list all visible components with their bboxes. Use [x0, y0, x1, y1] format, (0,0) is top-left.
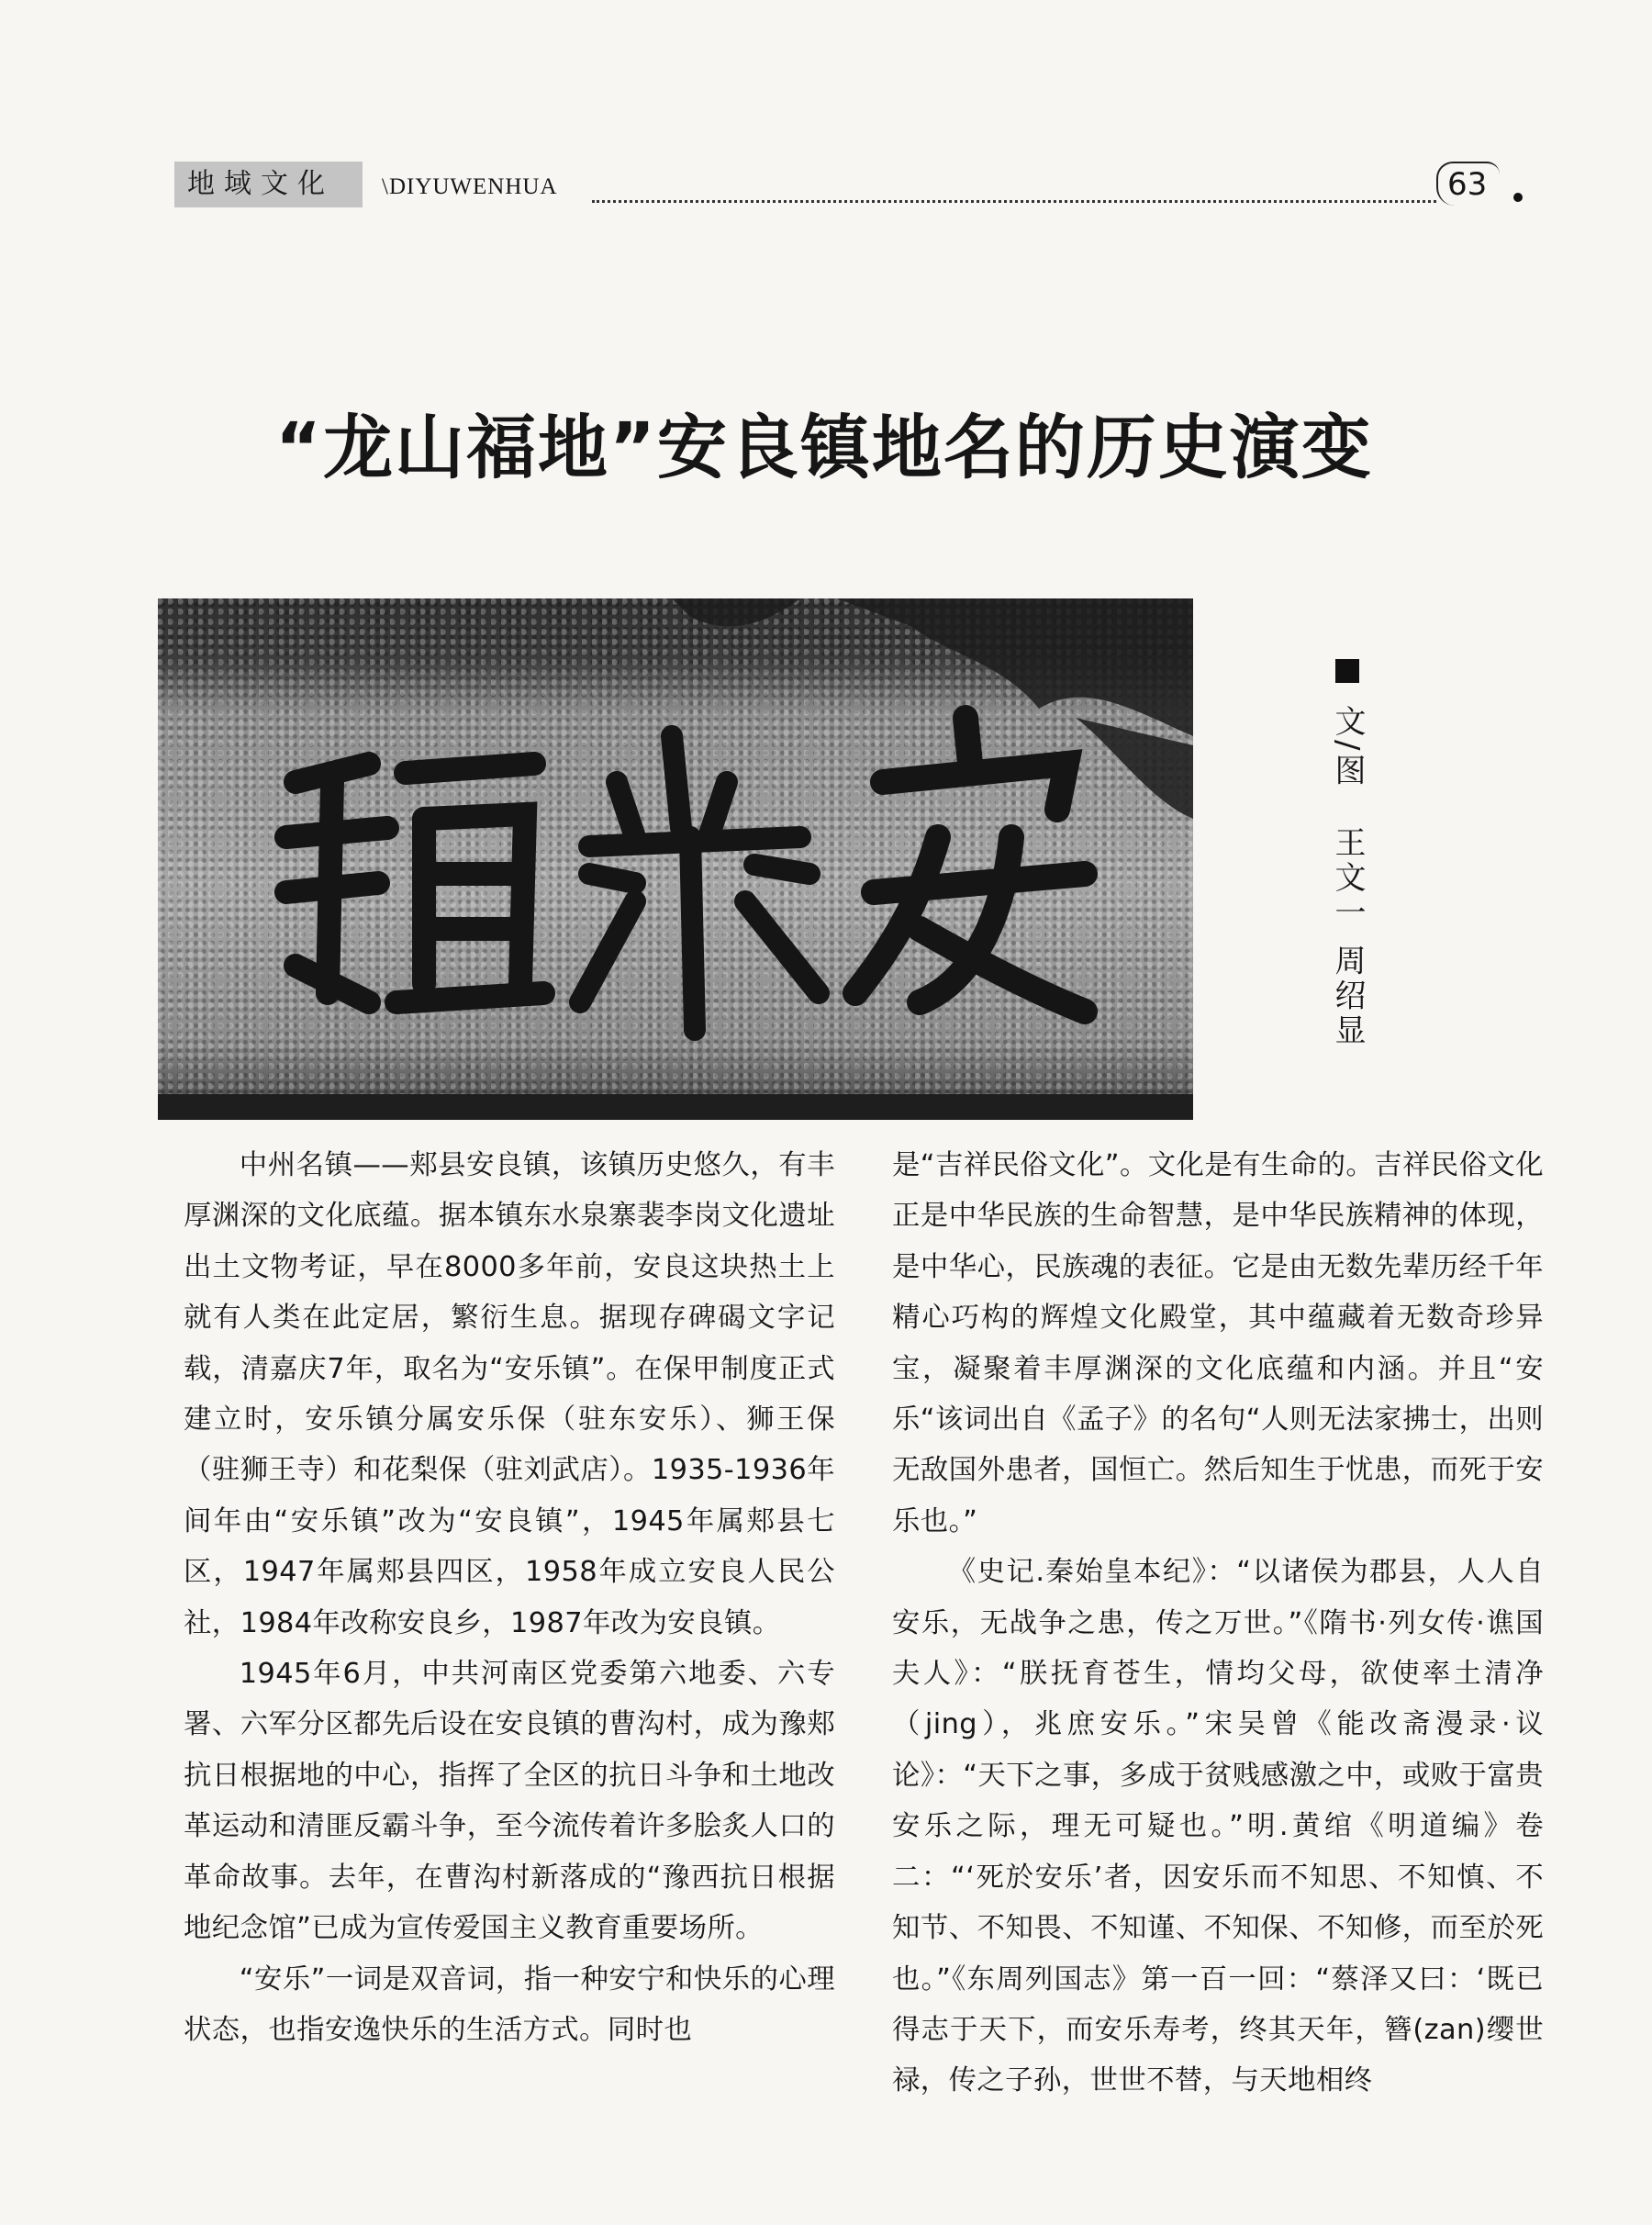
photo-bottom-edge: [158, 1094, 1193, 1120]
paragraph: “安乐”一词是双音词，指一种安宁和快乐的心理状态，也指安逸快乐的生活方式。同时也: [184, 1962, 835, 2046]
photo-drawing: [158, 598, 1193, 1120]
page-number: 63: [1436, 162, 1500, 206]
char-zhen: [286, 764, 543, 1002]
char-an: [855, 718, 1085, 1012]
section-latin: \DIYUWENHUA: [382, 174, 558, 199]
byline-square-mark: [1335, 659, 1359, 683]
section-label: 地域文化: [174, 162, 363, 207]
header-dotted-rule: [592, 200, 1436, 203]
char-le: [580, 736, 819, 1030]
paragraph-continued: 是“吉祥民俗文化”。文化是有生命的。吉祥民俗文化正是中华民族的生命智慧，是中华民族精神的体现，是中华心，民族魂的表征。它是由无数先辈历经千年精心巧构的辉煌文化殿堂，其中蕴藏着无数奇珍异宝，凝聚着丰厚渊深的文化底蕴和内涵。并且“安乐“该词出自《孟子》的名句“人则无法家拂士，出则无敌国外患者，国恒亡。然后知生于忧患，而死于安乐也。”: [892, 1149, 1544, 1537]
body-right-column: [892, 1140, 1544, 2107]
article-title: “龙山福地”安良镇地名的历史演变: [275, 407, 1373, 488]
byline-role: 文/图: [1329, 705, 1366, 789]
carved-characters: [286, 718, 1085, 1030]
byline-authors: 王文一 周绍显: [1329, 826, 1366, 1049]
page-number-dot: [1513, 193, 1523, 202]
stone-inscription-photo: [158, 598, 1193, 1120]
paragraph: 《史记.秦始皇本纪》：“以诸侯为郡县，人人自安乐，无战争之患，传之万世。”《隋书·列女传·谯国夫人》：“朕抚育苍生，情均父母，欲使率土清净（jing），兆庶安乐。”宋吴曾《能改斋漫录·议论》：“天下之事，多成于贫贱感激之中，或败于富贵安乐之际，理无可疑也。”明.黄绾《明道编》卷二：“‘死於安乐’者，因安乐而不知思、不知慎、不知节、不知畏、不知谨、不知保、不知修，而至於死也。”《东周列国志》第一百一回：“蔡泽又曰：‘既已得志于天下，而安乐寿考，终其天年，簪(zan)缨世禄，传之子孙，世世不替，与天地相终: [892, 1556, 1544, 2097]
body-left-column: [184, 1140, 835, 2055]
paragraph: 中州名镇——郏县安良镇，该镇历史悠久，有丰厚渊深的文化底蕴。据本镇东水泉寨裴李岗文化遗址出土文物考证，早在8000多年前，安良这块热土上就有人类在此定居，繁衍生息。据现存碑碣文字记载，清嘉庆7年，取名为“安乐镇”。在保甲制度正式建立时，安乐镇分属安乐保（驻东安乐）、狮王保（驻狮王寺）和花梨保（驻刘武店）。1935-1936年间年由“安乐镇”改为“安良镇”，1945年属郏县七区，1947年属郏县四区，1958年成立安良人民公社，1984年改称安良乡，1987年改为安良镇。: [184, 1149, 835, 1639]
paragraph: 1945年6月，中共河南区党委第六地委、六专署、六军分区都先后设在安良镇的曹沟村，成为豫郏抗日根据地的中心，指挥了全区的抗日斗争和土地改革运动和清匪反霸斗争，至今流传着许多脍炙人口的革命故事。去年，在曹沟村新落成的“豫西抗日根据地纪念馆”已成为宣传爱国主义教育重要场所。: [184, 1658, 835, 1945]
